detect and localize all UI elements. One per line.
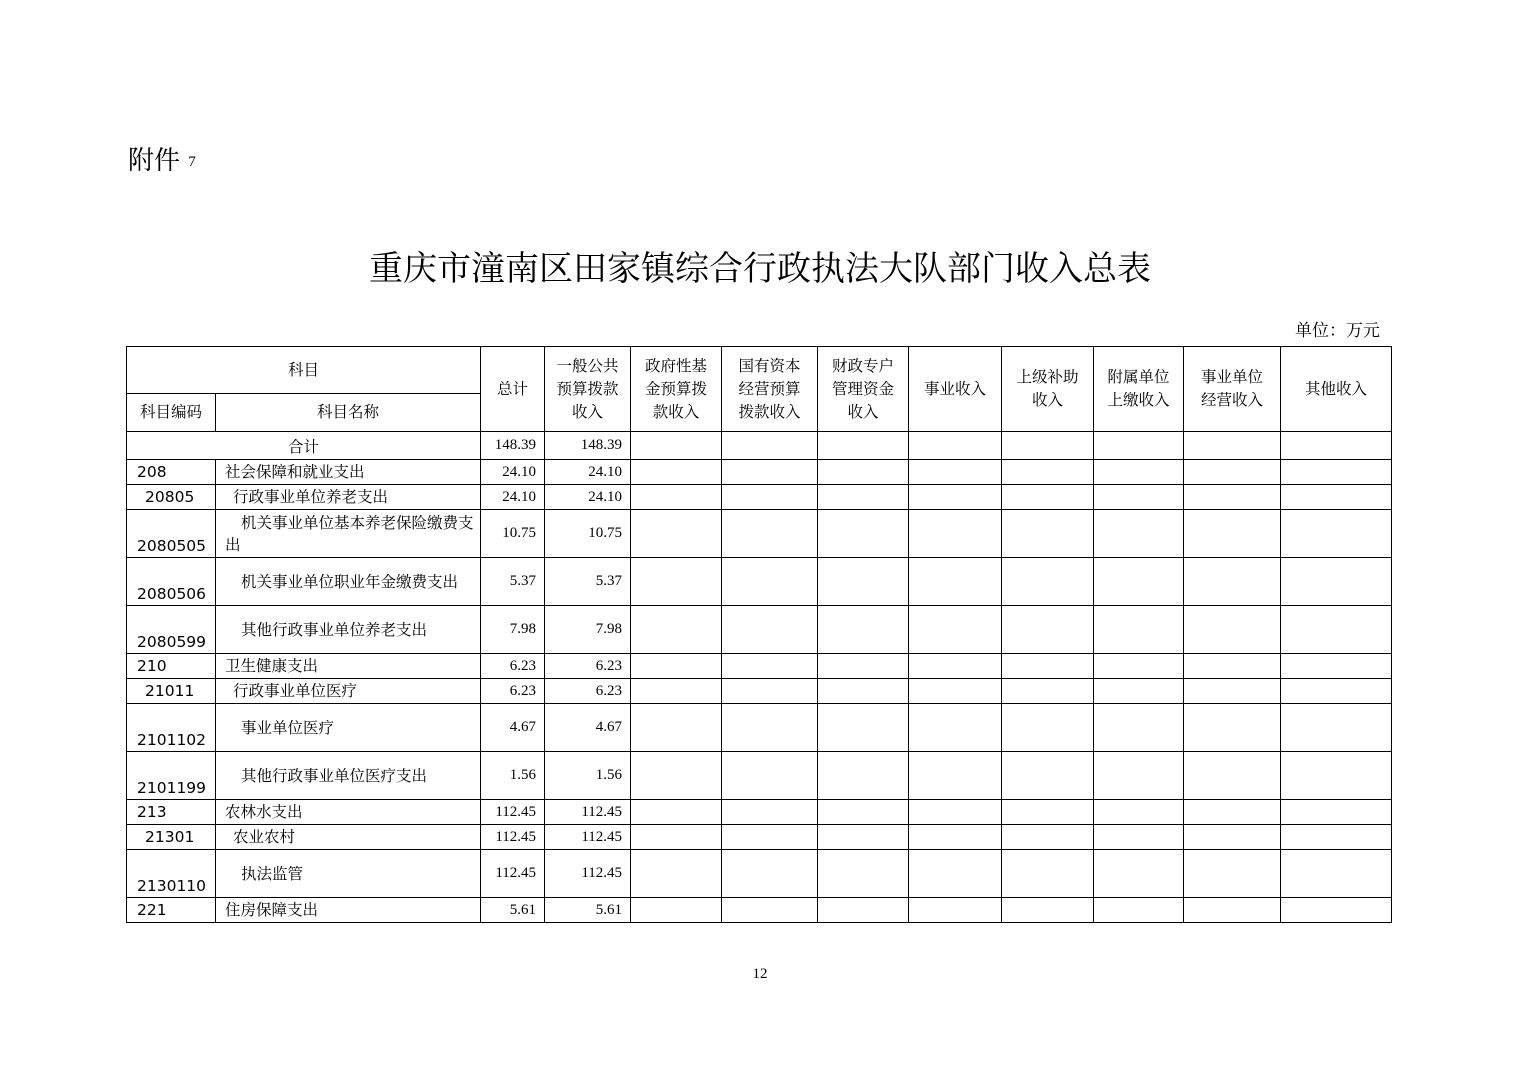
header-column-1 [481, 347, 545, 432]
attachment-label [128, 143, 204, 180]
header-line: 上缴收入 [1107, 391, 1170, 409]
header-line: 事业单位 [1201, 368, 1264, 386]
row-code: 20805 [127, 485, 216, 510]
header-line: 总计 [497, 379, 529, 398]
header-row [127, 347, 1392, 394]
unit-label: 单位：万元 [1295, 321, 1380, 341]
empty-cell [631, 800, 722, 825]
empty-cell [1094, 485, 1184, 510]
empty-cell [1094, 510, 1184, 558]
total-general-budget: 148.39 [545, 432, 631, 460]
row-name: 行政事业单位医疗 [216, 679, 481, 704]
empty-cell [1281, 825, 1392, 850]
empty-cell [1281, 800, 1392, 825]
empty-cell [1281, 558, 1392, 606]
empty-cell [631, 679, 722, 704]
total-label: 合计 [127, 432, 481, 460]
empty-cell [1002, 654, 1094, 679]
empty-cell [1002, 606, 1094, 654]
empty-cell [1281, 432, 1392, 460]
empty-cell [631, 460, 722, 485]
row-total: 24.10 [481, 460, 545, 485]
empty-cell [1094, 654, 1184, 679]
row-total: 6.23 [481, 679, 545, 704]
row-name: 机关事业单位基本养老保险缴费支出 [216, 510, 481, 558]
empty-cell [631, 510, 722, 558]
empty-cell [818, 606, 909, 654]
empty-cell [1184, 850, 1281, 898]
row-name: 机关事业单位职业年金缴费支出 [216, 558, 481, 606]
header-line: 管理资金 [832, 379, 895, 398]
row-code: 21301 [127, 825, 216, 850]
empty-cell [1281, 679, 1392, 704]
empty-cell [722, 606, 818, 654]
row-total: 5.37 [481, 558, 545, 606]
empty-cell [1281, 752, 1392, 800]
empty-cell [909, 510, 1002, 558]
table-row [127, 654, 1392, 679]
header-name: 科目名称 [216, 394, 481, 432]
empty-cell [909, 654, 1002, 679]
empty-cell [1184, 460, 1281, 485]
header-line: 国有资本 [738, 356, 801, 375]
empty-cell [1094, 704, 1184, 752]
empty-cell [1281, 460, 1392, 485]
header-line: 收入 [847, 402, 879, 421]
empty-cell [631, 558, 722, 606]
empty-cell [1002, 485, 1094, 510]
empty-cell [631, 825, 722, 850]
empty-cell [722, 460, 818, 485]
row-total: 4.67 [481, 704, 545, 752]
header-column-10 [1281, 347, 1392, 432]
header-line: 财政专户 [832, 356, 895, 375]
row-name: 社会保障和就业支出 [216, 460, 481, 485]
header-line: 一般公共 [556, 356, 619, 375]
header-line: 预算拨款 [556, 379, 619, 398]
row-code: 2080505 [127, 510, 216, 558]
row-total: 112.45 [481, 825, 545, 850]
header-line: 收入 [572, 402, 604, 421]
empty-cell [631, 606, 722, 654]
empty-cell [909, 606, 1002, 654]
row-total: 24.10 [481, 485, 545, 510]
empty-cell [1002, 679, 1094, 704]
table-row [127, 606, 1392, 654]
empty-cell [818, 510, 909, 558]
table-row [127, 460, 1392, 485]
empty-cell [1184, 752, 1281, 800]
row-code: 2080506 [127, 558, 216, 606]
empty-cell [1002, 460, 1094, 485]
row-code: 213 [127, 800, 216, 825]
empty-cell [1094, 432, 1184, 460]
empty-cell [1281, 606, 1392, 654]
empty-cell [909, 485, 1002, 510]
empty-cell [818, 485, 909, 510]
empty-cell [909, 898, 1002, 923]
empty-cell [1281, 654, 1392, 679]
empty-cell [1184, 654, 1281, 679]
row-code: 2101102 [127, 704, 216, 752]
empty-cell [722, 485, 818, 510]
empty-cell [631, 704, 722, 752]
table-row [127, 485, 1392, 510]
empty-cell [1184, 704, 1281, 752]
header-line: 其他收入 [1305, 379, 1368, 398]
empty-cell [909, 850, 1002, 898]
row-name: 卫生健康支出 [216, 654, 481, 679]
empty-cell [909, 460, 1002, 485]
empty-cell [631, 432, 722, 460]
row-code: 2130110 [127, 850, 216, 898]
empty-cell [818, 704, 909, 752]
empty-cell [909, 825, 1002, 850]
empty-cell [722, 825, 818, 850]
row-name: 其他行政事业单位养老支出 [216, 606, 481, 654]
row-name: 农林水支出 [216, 800, 481, 825]
row-general-budget: 24.10 [545, 485, 631, 510]
table-row [127, 850, 1392, 898]
empty-cell [1281, 510, 1392, 558]
row-general-budget: 7.98 [545, 606, 631, 654]
empty-cell [1184, 606, 1281, 654]
row-general-budget: 6.23 [545, 679, 631, 704]
empty-cell [1281, 485, 1392, 510]
empty-cell [1094, 606, 1184, 654]
empty-cell [722, 752, 818, 800]
empty-cell [631, 850, 722, 898]
empty-cell [1094, 558, 1184, 606]
table-row [127, 898, 1392, 923]
empty-cell [1184, 558, 1281, 606]
empty-cell [631, 752, 722, 800]
empty-cell [909, 679, 1002, 704]
header-line: 金预算拨 [645, 379, 708, 398]
row-name: 其他行政事业单位医疗支出 [216, 752, 481, 800]
empty-cell [722, 654, 818, 679]
empty-cell [1281, 704, 1392, 752]
row-code: 21011 [127, 679, 216, 704]
empty-cell [1184, 679, 1281, 704]
row-code: 210 [127, 654, 216, 679]
empty-cell [1094, 825, 1184, 850]
row-total: 112.45 [481, 800, 545, 825]
empty-cell [1002, 898, 1094, 923]
empty-cell [818, 432, 909, 460]
empty-cell [818, 898, 909, 923]
empty-cell [909, 432, 1002, 460]
row-general-budget: 112.45 [545, 850, 631, 898]
header-column-3 [631, 347, 722, 432]
header-column-8 [1094, 347, 1184, 432]
row-code: 208 [127, 460, 216, 485]
empty-cell [818, 825, 909, 850]
total-row [127, 432, 1392, 460]
table-row [127, 510, 1392, 558]
page-number: 12 [752, 966, 768, 982]
header-column-4 [722, 347, 818, 432]
table-row [127, 558, 1392, 606]
row-general-budget: 10.75 [545, 510, 631, 558]
attachment-text: 附件 [128, 146, 181, 176]
empty-cell [1281, 898, 1392, 923]
empty-cell [818, 850, 909, 898]
row-name: 农业农村 [216, 825, 481, 850]
empty-cell [1094, 752, 1184, 800]
row-total: 7.98 [481, 606, 545, 654]
empty-cell [1002, 558, 1094, 606]
total-total: 148.39 [481, 432, 545, 460]
empty-cell [1184, 485, 1281, 510]
table-row [127, 825, 1392, 850]
empty-cell [1094, 679, 1184, 704]
row-code: 221 [127, 898, 216, 923]
header-line: 收入 [1032, 391, 1064, 409]
empty-cell [1094, 800, 1184, 825]
table-row [127, 704, 1392, 752]
header-line: 上级补助 [1016, 368, 1079, 386]
row-total: 6.23 [481, 654, 545, 679]
header-line: 附属单位 [1107, 368, 1170, 386]
row-name: 行政事业单位养老支出 [216, 485, 481, 510]
empty-cell [1002, 825, 1094, 850]
empty-cell [1184, 898, 1281, 923]
header-column-6 [909, 347, 1002, 432]
row-total: 1.56 [481, 752, 545, 800]
row-code: 2101199 [127, 752, 216, 800]
row-name: 住房保障支出 [216, 898, 481, 923]
header-column-2 [545, 347, 631, 432]
empty-cell [909, 800, 1002, 825]
row-general-budget: 5.37 [545, 558, 631, 606]
row-total: 112.45 [481, 850, 545, 898]
row-name: 执法监管 [216, 850, 481, 898]
empty-cell [818, 654, 909, 679]
header-code: 科目编码 [127, 394, 216, 432]
row-general-budget: 24.10 [545, 460, 631, 485]
empty-cell [818, 558, 909, 606]
table-row [127, 752, 1392, 800]
empty-cell [909, 752, 1002, 800]
empty-cell [722, 558, 818, 606]
empty-cell [722, 850, 818, 898]
header-line: 经营收入 [1201, 391, 1264, 409]
empty-cell [1184, 800, 1281, 825]
empty-cell [909, 558, 1002, 606]
header-line: 政府性基 [645, 356, 708, 375]
header-column-5 [818, 347, 909, 432]
empty-cell [1281, 850, 1392, 898]
empty-cell [1002, 850, 1094, 898]
header-line: 拨款收入 [738, 402, 801, 421]
empty-cell [818, 460, 909, 485]
header-line: 事业收入 [924, 379, 987, 398]
header-column-7 [1002, 347, 1094, 432]
row-general-budget: 112.45 [545, 825, 631, 850]
empty-cell [1002, 800, 1094, 825]
income-table [126, 346, 1392, 923]
row-name: 事业单位医疗 [216, 704, 481, 752]
row-total: 10.75 [481, 510, 545, 558]
empty-cell [722, 704, 818, 752]
table-row [127, 679, 1392, 704]
empty-cell [722, 510, 818, 558]
empty-cell [1184, 432, 1281, 460]
row-general-budget: 6.23 [545, 654, 631, 679]
empty-cell [1094, 898, 1184, 923]
empty-cell [631, 485, 722, 510]
row-total: 5.61 [481, 898, 545, 923]
empty-cell [1184, 510, 1281, 558]
empty-cell [818, 800, 909, 825]
row-general-budget: 1.56 [545, 752, 631, 800]
header-subject: 科目 [127, 347, 481, 394]
empty-cell [722, 800, 818, 825]
attachment-number: 7 [188, 153, 196, 170]
table-row [127, 800, 1392, 825]
empty-cell [909, 704, 1002, 752]
empty-cell [1094, 850, 1184, 898]
row-general-budget: 112.45 [545, 800, 631, 825]
empty-cell [1094, 460, 1184, 485]
empty-cell [631, 654, 722, 679]
page-title: 重庆市潼南区田家镇综合行政执法大队部门收入总表 [369, 249, 1151, 289]
empty-cell [1002, 752, 1094, 800]
empty-cell [1002, 704, 1094, 752]
row-general-budget: 5.61 [545, 898, 631, 923]
empty-cell [818, 752, 909, 800]
empty-cell [1002, 510, 1094, 558]
header-line: 款收入 [652, 402, 700, 421]
empty-cell [631, 898, 722, 923]
empty-cell [1002, 432, 1094, 460]
header-line: 经营预算 [738, 379, 801, 398]
empty-cell [818, 679, 909, 704]
header-column-9 [1184, 347, 1281, 432]
empty-cell [1184, 825, 1281, 850]
row-general-budget: 4.67 [545, 704, 631, 752]
empty-cell [722, 679, 818, 704]
empty-cell [722, 432, 818, 460]
empty-cell [722, 898, 818, 923]
row-code: 2080599 [127, 606, 216, 654]
